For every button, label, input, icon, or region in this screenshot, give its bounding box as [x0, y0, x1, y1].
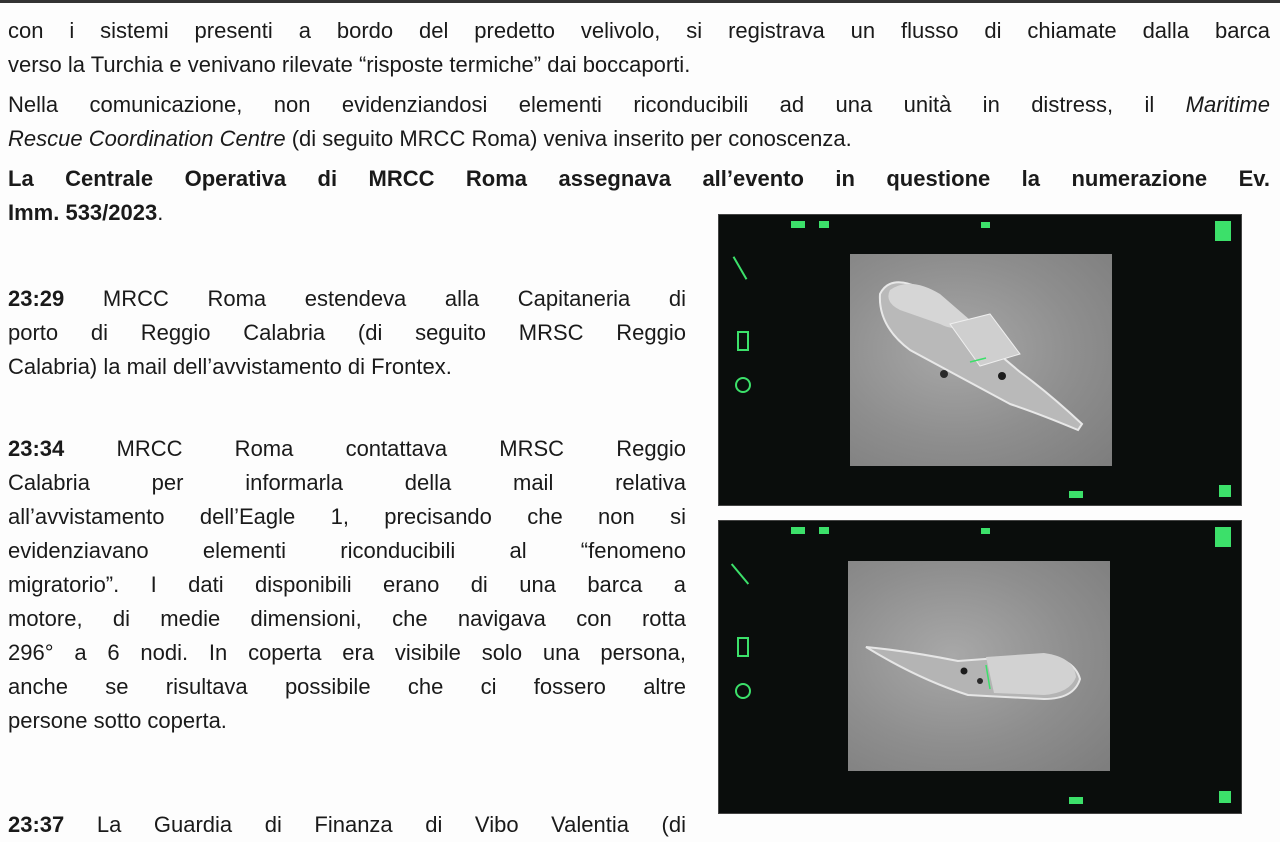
- hud-marker: [981, 222, 990, 228]
- hud-gauge: [737, 637, 749, 657]
- entry-text: migratorio”. I dati disponibili erano di una barca a: [8, 572, 686, 597]
- paragraph-1-line-1: [8, 14, 1270, 48]
- entry-text: porto di Reggio Calabria (di seguito MRSC Reggio: [8, 320, 686, 345]
- bold-text: La Centrale Operativa di MRCC Roma assegnava all’evento in questione la numerazione Ev.: [8, 166, 1270, 191]
- entry-text: all’avvistamento dell’Eagle 1, precisando che non si: [8, 504, 686, 529]
- hud-marker: [791, 221, 805, 228]
- hud-needle: [733, 256, 748, 280]
- entry-2334-line-1: [8, 432, 686, 466]
- entry-text: motore, di medie dimensioni, che navigava con rotta: [8, 606, 686, 631]
- thermal-image-top: [718, 214, 1242, 506]
- entry-text: anche se risultava possibile che ci fossero altre: [8, 674, 686, 699]
- paragraph-text: con i sistemi presenti a bordo del predetto velivolo, si registrava un flusso di chiamate dalla barca: [8, 18, 1270, 43]
- bold-text: Imm. 533/2023: [8, 200, 158, 225]
- hud-marker: [981, 528, 990, 534]
- boat-shape-icon: [848, 561, 1110, 771]
- entry-text: evidenziavano elementi riconducibili al “fenomeno: [8, 538, 686, 563]
- hud-marker: [1069, 797, 1083, 804]
- entry-time: 23:29: [8, 286, 65, 311]
- entry-2334-line-9: [8, 704, 686, 738]
- hud-needle: [731, 563, 749, 584]
- thermal-image-bottom: [718, 520, 1242, 814]
- paragraph-2-line-2: [8, 122, 1270, 156]
- entry-time: 23:34: [8, 436, 65, 461]
- entry-2334-line-3: [8, 500, 686, 534]
- entry-2334-line-2: [8, 466, 686, 500]
- entry-text: 296° a 6 nodi. In coperta era visibile solo una persona,: [8, 640, 686, 665]
- paragraph-text: verso la Turchia e venivano rilevate “risposte termiche” dai boccaporti.: [8, 52, 691, 77]
- hud-marker: [819, 221, 829, 228]
- entry-text: La Guardia di Finanza di Vibo Valentia (di: [64, 812, 686, 837]
- paragraph-3-line-1: [8, 162, 1270, 196]
- hud-compass-icon: [735, 683, 751, 699]
- entry-2329-line-1: [8, 282, 686, 316]
- hud-marker: [1215, 527, 1231, 547]
- entry-time: 23:37: [8, 812, 65, 837]
- entry-2334-line-4: [8, 534, 686, 568]
- hud-compass-icon: [735, 377, 751, 393]
- paragraph-text: (di seguito MRCC Roma) veniva inserito per conoscenza.: [285, 126, 852, 151]
- paragraph-1-line-2: [8, 48, 1270, 82]
- entry-text: persone sotto coperta.: [8, 708, 227, 733]
- paragraph-2-line-1: [8, 88, 1270, 122]
- entry-text: MRCC Roma contattava MRSC Reggio: [64, 436, 686, 461]
- italic-text: Rescue Coordination Centre: [8, 126, 286, 151]
- entry-2337-line-1: [8, 808, 686, 842]
- hud-marker: [791, 527, 805, 534]
- entry-2334-line-8: [8, 670, 686, 704]
- paragraph-text: .: [157, 200, 164, 225]
- entry-2329-line-3: [8, 350, 686, 384]
- hud-gauge: [737, 331, 749, 351]
- italic-text: Maritime: [1185, 92, 1270, 117]
- entry-text: Calabria) la mail dell’avvistamento di Frontex.: [8, 354, 452, 379]
- hud-marker: [1215, 221, 1231, 241]
- entry-2334-line-5: [8, 568, 686, 602]
- thermal-scene: [848, 561, 1110, 771]
- thermal-scene: [850, 254, 1112, 466]
- entry-2329-line-2: [8, 316, 686, 350]
- entry-text: MRCC Roma estendeva alla Capitaneria di: [64, 286, 686, 311]
- hud-marker: [819, 527, 829, 534]
- entry-2334-line-6: [8, 602, 686, 636]
- entry-2334-line-7: [8, 636, 686, 670]
- paragraph-text: Nella comunicazione, non evidenziandosi elementi riconducibili ad una unità in distress, il: [8, 92, 1186, 117]
- hud-marker: [1219, 485, 1231, 497]
- boat-shape-icon: [850, 254, 1112, 466]
- hud-marker: [1219, 791, 1231, 803]
- hud-marker: [1069, 491, 1083, 498]
- entry-text: Calabria per informarla della mail relativa: [8, 470, 686, 495]
